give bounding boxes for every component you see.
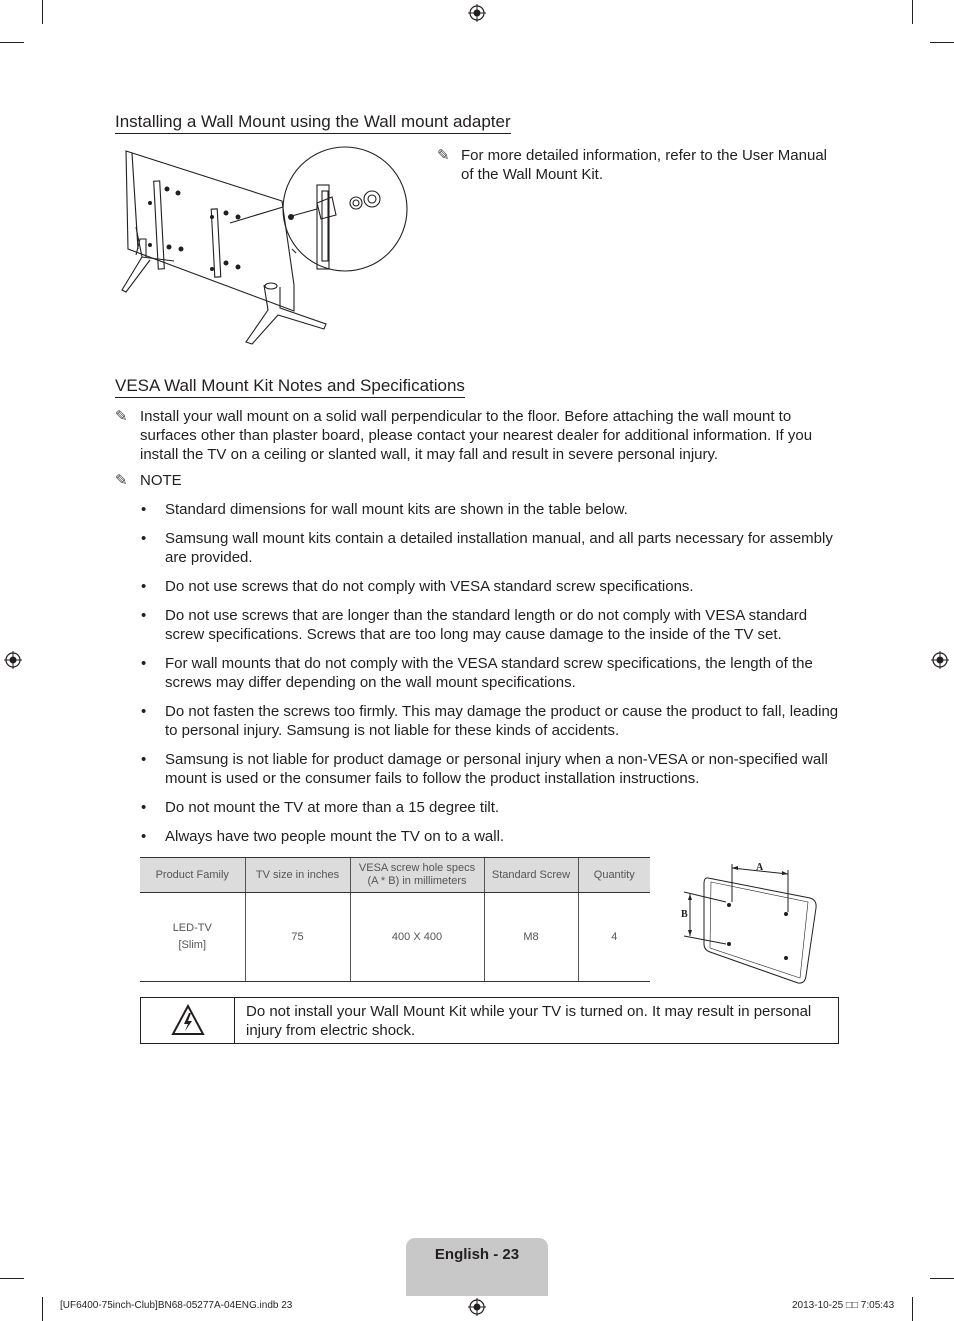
- warning-cell: [141, 998, 235, 1043]
- crop-mark: [42, 1297, 43, 1321]
- pencil-note-icon: ✎: [437, 147, 450, 164]
- registration-mark-icon: [931, 651, 949, 669]
- cell-vesa: 400 X 400: [350, 893, 484, 982]
- electric-shock-warning: [140, 997, 839, 1044]
- crop-mark: [0, 1278, 24, 1279]
- vesa-intro-note: Install your wall mount on a solid wall perpendicular to the floor. Before attaching the wall mount to surfaces other than plaster board, please contact your nearest dealer for additional information. If you install the TV on a ceiling or slanted wall, it may fall and result in severe personal injury.: [140, 408, 813, 463]
- bullet-icon: •: [141, 607, 147, 624]
- crop-mark: [0, 42, 24, 43]
- crop-mark: [42, 0, 43, 24]
- adapter-note: For more detailed information, refer to the User Manual of the Wall Mount Kit.: [461, 147, 827, 183]
- page-number: English - 23: [434, 1246, 520, 1263]
- list-item: • Samsung is not liable for product damage or personal injury when a non-VESA or non-specified wall mount is used or the consumer fails to follow the product installation instructions.: [141, 751, 828, 787]
- registration-mark-icon: [4, 651, 22, 669]
- warning-text: Do not install your Wall Mount Kit while your TV is turned on. It may result in personal injury from electric shock.: [246, 1003, 812, 1039]
- bullet-icon: •: [141, 799, 147, 816]
- pencil-note-icon: ✎: [115, 472, 128, 489]
- header-standard-screw: Standard Screw: [484, 858, 578, 893]
- table-header-row: [140, 858, 650, 893]
- bullet-icon: •: [141, 501, 147, 518]
- page-number-tab: [406, 1238, 548, 1296]
- file-slug: [UF6400-75inch-Club]BN68-05277A-04ENG.indb 23: [60, 1300, 293, 1311]
- list-item: • Do not use screws that are longer than the standard length or do not comply with VESA standard screw specifications. Screws that are too long may cause damage to the inside of the TV set.: [141, 607, 808, 643]
- print-timestamp: 2013-10-25 □□ 7:05:43: [792, 1300, 895, 1311]
- registration-mark-icon: [468, 4, 486, 22]
- pencil-note-icon: ✎: [115, 408, 128, 425]
- bullet-icon: •: [141, 655, 147, 672]
- list-item: • Do not use screws that do not comply with VESA standard screw specifications.: [141, 578, 694, 595]
- vesa-dimension-diagram: [676, 856, 826, 990]
- bullet-icon: •: [141, 578, 147, 595]
- note-bullet-list: [140, 500, 840, 856]
- table-row: [140, 893, 650, 982]
- crop-mark: [930, 1278, 954, 1279]
- note-label: NOTE: [140, 472, 182, 489]
- bullet-icon: •: [141, 530, 147, 547]
- list-item: • For wall mounts that do not comply with the VESA standard screw specifications, the length of the screws may differ depending on the wall mount specifications.: [141, 655, 813, 691]
- cell-screw: M8: [484, 893, 578, 982]
- list-item: • Standard dimensions for wall mount kits are shown in the table below.: [141, 501, 628, 518]
- crop-mark: [912, 1297, 913, 1321]
- section-heading-wall-mount-adapter: Installing a Wall Mount using the Wall mount adapter: [115, 112, 511, 134]
- list-item: • Do not fasten the screws too firmly. This may damage the product or cause the product to fall, leading to personal injury. Samsung is not liable for these kinds of accidents.: [141, 703, 839, 739]
- vesa-spec-table: [140, 857, 650, 982]
- list-item: • Samsung wall mount kits contain a detailed installation manual, and all parts necessary for assembly are provided.: [141, 530, 833, 566]
- cell-quantity: 4: [578, 893, 650, 982]
- header-tv-size: TV size in inches: [245, 858, 350, 893]
- header-product-family: Product Family: [140, 858, 245, 893]
- bullet-icon: •: [141, 828, 147, 845]
- crop-mark: [912, 0, 913, 24]
- high-voltage-warning-icon: [171, 1004, 205, 1036]
- list-item: • Always have two people mount the TV on to a wall.: [141, 828, 505, 845]
- list-item: • Do not mount the TV at more than a 15 degree tilt.: [141, 799, 500, 816]
- header-vesa-specs: VESA screw hole specs (A * B) in millimeters: [350, 858, 484, 893]
- dimension-label-a: A: [756, 862, 764, 873]
- bullet-icon: •: [141, 751, 147, 768]
- registration-mark-icon: [468, 1298, 486, 1316]
- header-quantity: Quantity: [578, 858, 650, 893]
- dimension-label-b: B: [681, 909, 688, 920]
- crop-mark: [930, 42, 954, 43]
- bullet-icon: •: [141, 703, 147, 720]
- wall-mount-adapter-illustration: [112, 145, 412, 350]
- cell-product-family: LED-TV [Slim]: [140, 893, 245, 982]
- cell-tv-size: 75: [245, 893, 350, 982]
- section-heading-vesa: VESA Wall Mount Kit Notes and Specifications: [115, 376, 465, 398]
